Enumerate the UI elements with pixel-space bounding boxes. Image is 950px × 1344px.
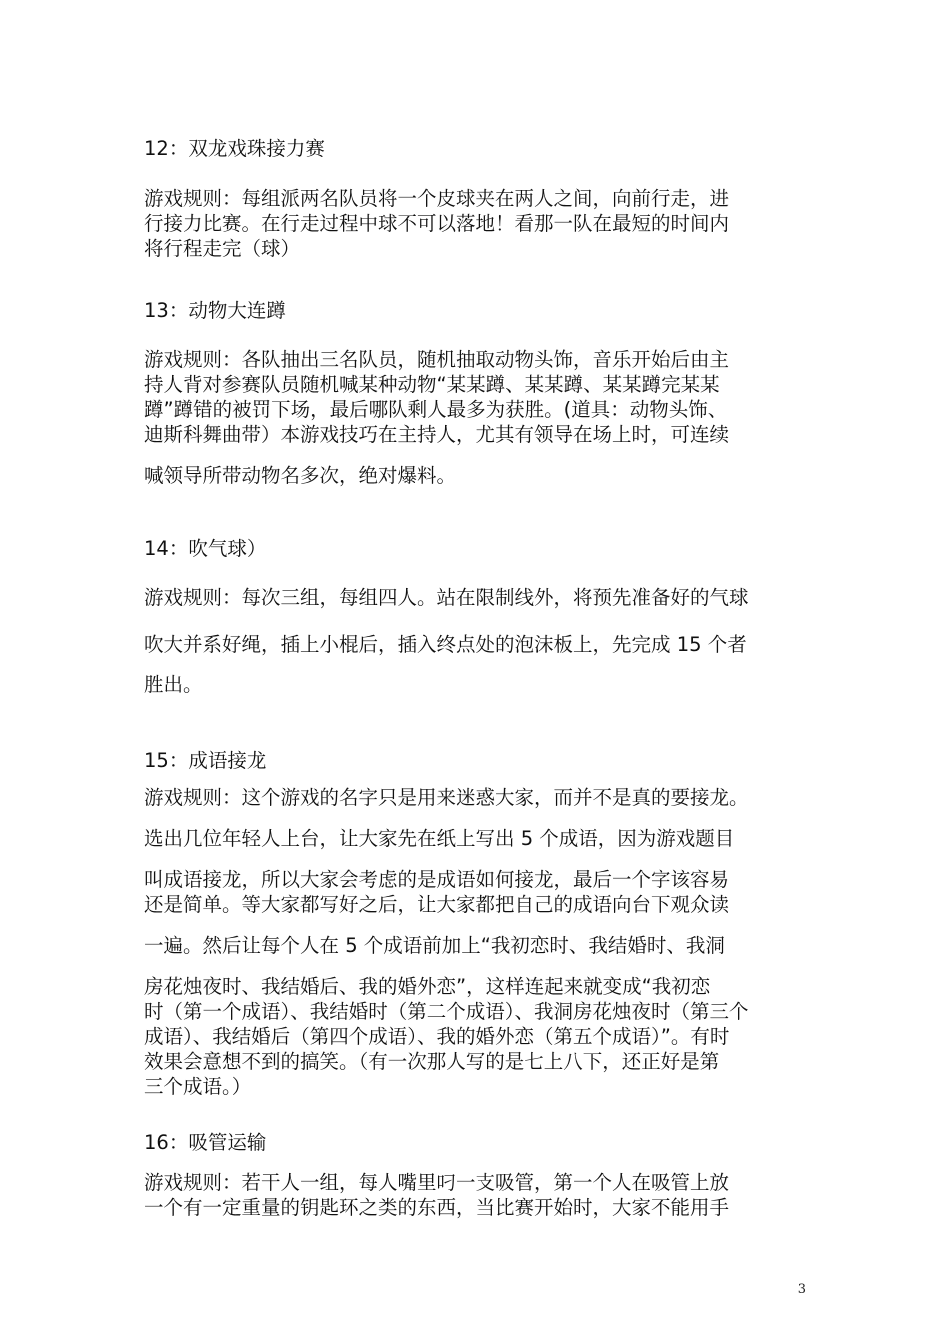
section-13 [144, 298, 816, 488]
paragraph-line: 一个有一定重量的钥匙环之类的东西，当比赛开始时，大家不能用手 [144, 1196, 730, 1219]
paragraph-line: 三个成语。） [144, 1075, 252, 1098]
paragraph-line: 喊领导所带动物名多次，绝对爆料。 [144, 464, 457, 487]
paragraph-line: 时（第一个成语）、我结婚时（第二个成语）、我洞房花烛夜时（第三个 [144, 1000, 749, 1023]
paragraph-line: 游戏规则：若干人一组，每人嘴里叼一支吸管，第一个人在吸管上放 [144, 1171, 730, 1194]
paragraph-line: 一遍。然后让每个人在 5 个成语前加上“我初恋时、我结婚时、我洞 [144, 934, 725, 957]
paragraph-line: 游戏规则：每组派两名队员将一个皮球夹在两人之间，向前行走，进 [144, 187, 730, 210]
paragraph-line: 持人背对参赛队员随机喊某种动物“某某蹲、某某蹲、某某蹲完某某 [144, 373, 720, 396]
page-number: 3 [797, 1282, 806, 1297]
paragraph-line: 吹大并系好绳，插上小棍后，插入终点处的泡沫板上，先完成 15 个者 [144, 633, 747, 656]
section-title: 14：吹气球） [144, 537, 267, 560]
paragraph-line: 选出几位年轻人上台，让大家先在纸上写出 5 个成语，因为游戏题目 [144, 827, 735, 850]
paragraph-line: 将行程走完（球） [144, 237, 301, 260]
paragraph-line: 蹲”蹲错的被罚下场，最后哪队剩人最多为获胜。(道具：动物头饰、 [144, 398, 728, 421]
paragraph-line: 游戏规则：每次三组，每组四人。站在限制线外，将预先准备好的气球 [144, 586, 749, 609]
paragraph-line: 迪斯科舞曲带）本游戏技巧在主持人，尤其有领导在场上时，可连续 [144, 423, 730, 446]
paragraph-line: 行接力比赛。在行走过程中球不可以落地！看那一队在最短的时间内 [144, 212, 730, 235]
section-title: 15：成语接龙 [144, 749, 267, 772]
paragraph-line: 游戏规则：这个游戏的名字只是用来迷惑大家，而并不是真的要接龙。 [144, 786, 749, 809]
section-14 [144, 536, 816, 697]
paragraph-line: 叫成语接龙，所以大家会考虑的是成语如何接龙，最后一个字该容易 [144, 868, 730, 891]
section-16 [144, 1130, 816, 1220]
paragraph-line: 房花烛夜时、我结婚后、我的婚外恋”，这样连起来就变成“我初恋 [144, 975, 711, 998]
paragraph-line: 效果会意想不到的搞笑。（有一次那人写的是七上八下，还正好是第 [144, 1050, 720, 1073]
paragraph-line: 还是简单。等大家都写好之后，让大家都把自己的成语向台下观众读 [144, 893, 730, 916]
section-title: 12：双龙戏珠接力赛 [144, 137, 325, 160]
paragraph-line: 成语）、我结婚后（第四个成语）、我的婚外恋（第五个成语）”。有时 [144, 1025, 730, 1048]
section-15 [144, 748, 816, 1099]
section-12 [144, 136, 816, 261]
paragraph-line: 胜出。 [144, 673, 203, 696]
section-title: 16：吸管运输 [144, 1131, 267, 1154]
paragraph-line: 游戏规则：各队抽出三名队员，随机抽取动物头饰，音乐开始后由主 [144, 348, 730, 371]
section-title: 13：动物大连蹲 [144, 299, 286, 322]
